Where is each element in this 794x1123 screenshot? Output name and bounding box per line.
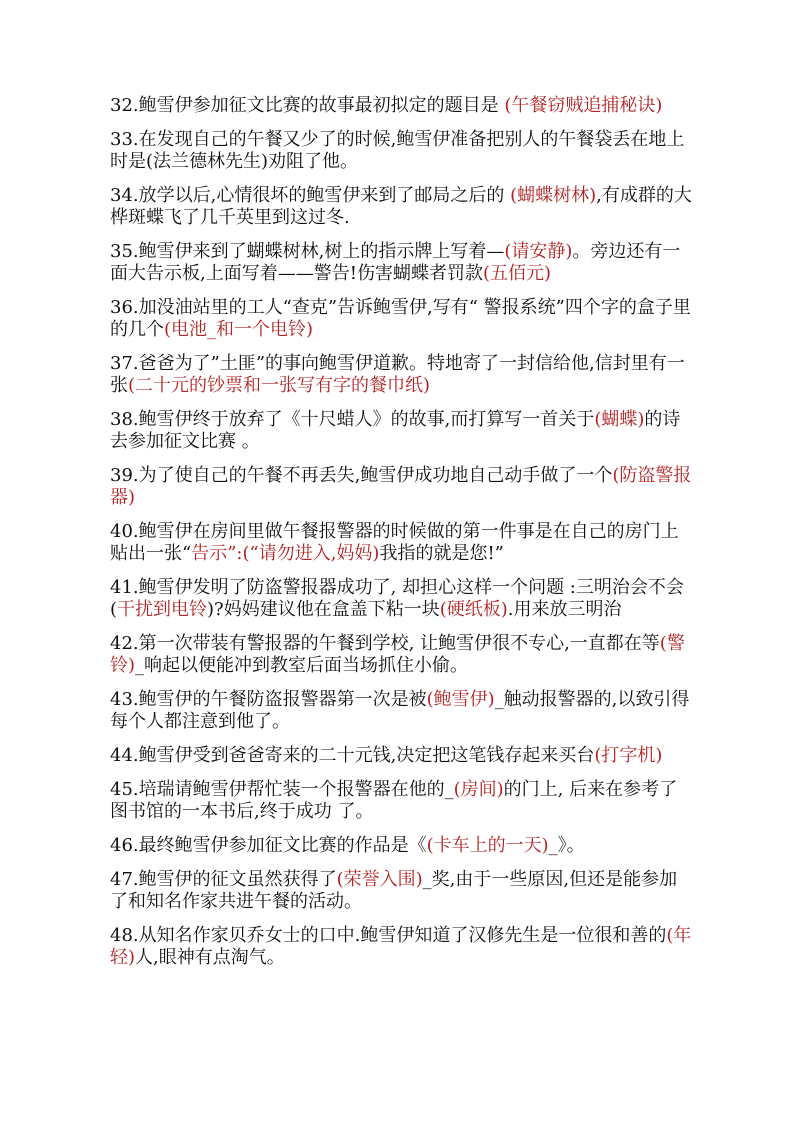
question-text: 我指的就是您!”	[379, 543, 504, 564]
question-text: 43.鲍雪伊的午餐防盗报警器第一次是被	[110, 689, 427, 710]
question-q36	[110, 297, 695, 341]
question-q32	[110, 95, 695, 117]
question-text: 41.鲍雪伊发明了防盗警报器成功了, 却担心这样一个问题 :三明治会不会(	[110, 577, 684, 620]
question-q38	[110, 409, 695, 453]
question-q33	[110, 129, 695, 173]
answer-text: (午餐窃贼追捕秘诀)	[504, 95, 663, 116]
answer-text: (打字机)	[594, 745, 663, 766]
answer-text: (蝴蝶树林)	[510, 185, 597, 206]
answer-text: (请安静)	[504, 241, 573, 262]
question-text: 46.最终鲍雪伊参加征文比赛的作品是《	[110, 835, 427, 856]
question-text: _奖,由于一些原因,但还是能参加了和知名作家共进午餐的活动。	[110, 869, 678, 912]
answer-text: (硬纸板)	[439, 599, 508, 620]
question-q44	[110, 745, 695, 767]
question-text: 47.鲍雪伊的征文虽然获得了	[110, 869, 337, 890]
answer-text: (防盗警报器)	[110, 465, 692, 508]
question-q47	[110, 869, 695, 913]
question-text: 39.为了使自己的午餐不再丢失,鲍雪伊成功地自己动手做了一个	[110, 465, 613, 486]
answer-text: (五佰元)	[482, 263, 552, 284]
question-q48	[110, 925, 695, 969]
question-text: ,有成群的大桦斑蝶飞了几千英里到这过冬.	[110, 185, 692, 228]
answer-text: (警铃)	[110, 633, 685, 676]
answer-text: (荣誉入围)	[336, 869, 423, 890]
question-text: _》。	[548, 835, 585, 856]
question-text: 38.鲍雪伊终于放弃了《十尺蜡人》的故事,而打算写一首关于	[110, 409, 595, 430]
question-q40	[110, 521, 695, 565]
answer-text: (卡车上的一天)	[426, 835, 549, 856]
question-text: _触动报警器的,以致引得每个人都注意到他了。	[110, 689, 690, 732]
question-text: 34.放学以后,心情很坏的鲍雪伊来到了邮局之后的	[110, 185, 511, 206]
answer-text: (蝴蝶)	[594, 409, 645, 430]
answer-text: (电池_和一个电铃)	[164, 319, 314, 340]
question-text: 32.鲍雪伊参加征文比赛的故事最初拟定的题目是	[110, 95, 505, 116]
question-text: 48.从知名作家贝乔女士的口中.鲍雪伊知道了汉修先生是一位很和善的	[110, 925, 667, 946]
question-text: 36.加没油站里的工人“查克”告诉鲍雪伊,写有“ 警报系统”四个字的盒子里的几个	[110, 297, 691, 340]
question-q41	[110, 577, 695, 621]
question-q35	[110, 241, 695, 285]
question-q39	[110, 465, 695, 509]
worksheet-page	[110, 95, 695, 981]
question-q46	[110, 835, 695, 857]
question-text: .用来放三明治	[507, 599, 622, 620]
question-text: 44.鲍雪伊受到爸爸寄来的二十元钱,决定把这笔钱存起来买台	[110, 745, 595, 766]
question-q37	[110, 353, 695, 397]
question-text: 人,眼神有点淘气。	[135, 947, 285, 968]
question-text: 。旁边还有一面大告示板,上面写着——警告!伤害蝴蝶者罚款	[110, 241, 681, 284]
question-q42	[110, 633, 695, 677]
question-q45	[110, 779, 695, 823]
answer-text: (二十元的钞票和一张写有字的餐巾纸)	[128, 375, 431, 396]
question-text: 40.鲍雪伊在房间里做午餐报警器的时候做的第一件事是在自己的房门上贴出一张“	[110, 521, 679, 564]
question-text: 的门上, 后来在参考了图书馆的一本书后,终于成功 了。	[110, 779, 678, 822]
answer-text: 干扰到电铃	[117, 599, 208, 620]
question-text: 的诗去参加征文比赛 。	[110, 409, 681, 452]
question-text: 37.爸爸为了”土匪”的事向鲍雪伊道歉。特地寄了一封信给他,信封里有一张	[110, 353, 685, 396]
question-text: 33.在发现自己的午餐又少了的时候,鲍雪伊准备把别人的午餐袋丢在地上时是(法兰德林先生)劝阻了他。	[110, 129, 685, 172]
question-text: )?妈妈建议他在盒盖下粘一块	[207, 599, 440, 620]
question-q34	[110, 185, 695, 229]
question-text: 35.鲍雪伊来到了蝴蝶树林,树上的指示牌上写着—	[110, 241, 505, 262]
answer-text: 告示”:(“请勿进入,妈妈)	[191, 543, 380, 564]
answer-text: (鲍雪伊)	[426, 689, 495, 710]
answer-text: (年轻)	[110, 925, 692, 968]
question-q43	[110, 689, 695, 733]
answer-text: (房间)	[453, 779, 504, 800]
question-text: 45.培瑞请鲍雪伊帮忙装一个报警器在他的_	[110, 779, 454, 800]
question-text: 42.第一次带装有警报器的午餐到学校, 让鲍雪伊很不专心,一直都在等	[110, 633, 660, 654]
question-text: _响起以便能冲到教室后面当场抓住小偷。	[135, 655, 469, 676]
